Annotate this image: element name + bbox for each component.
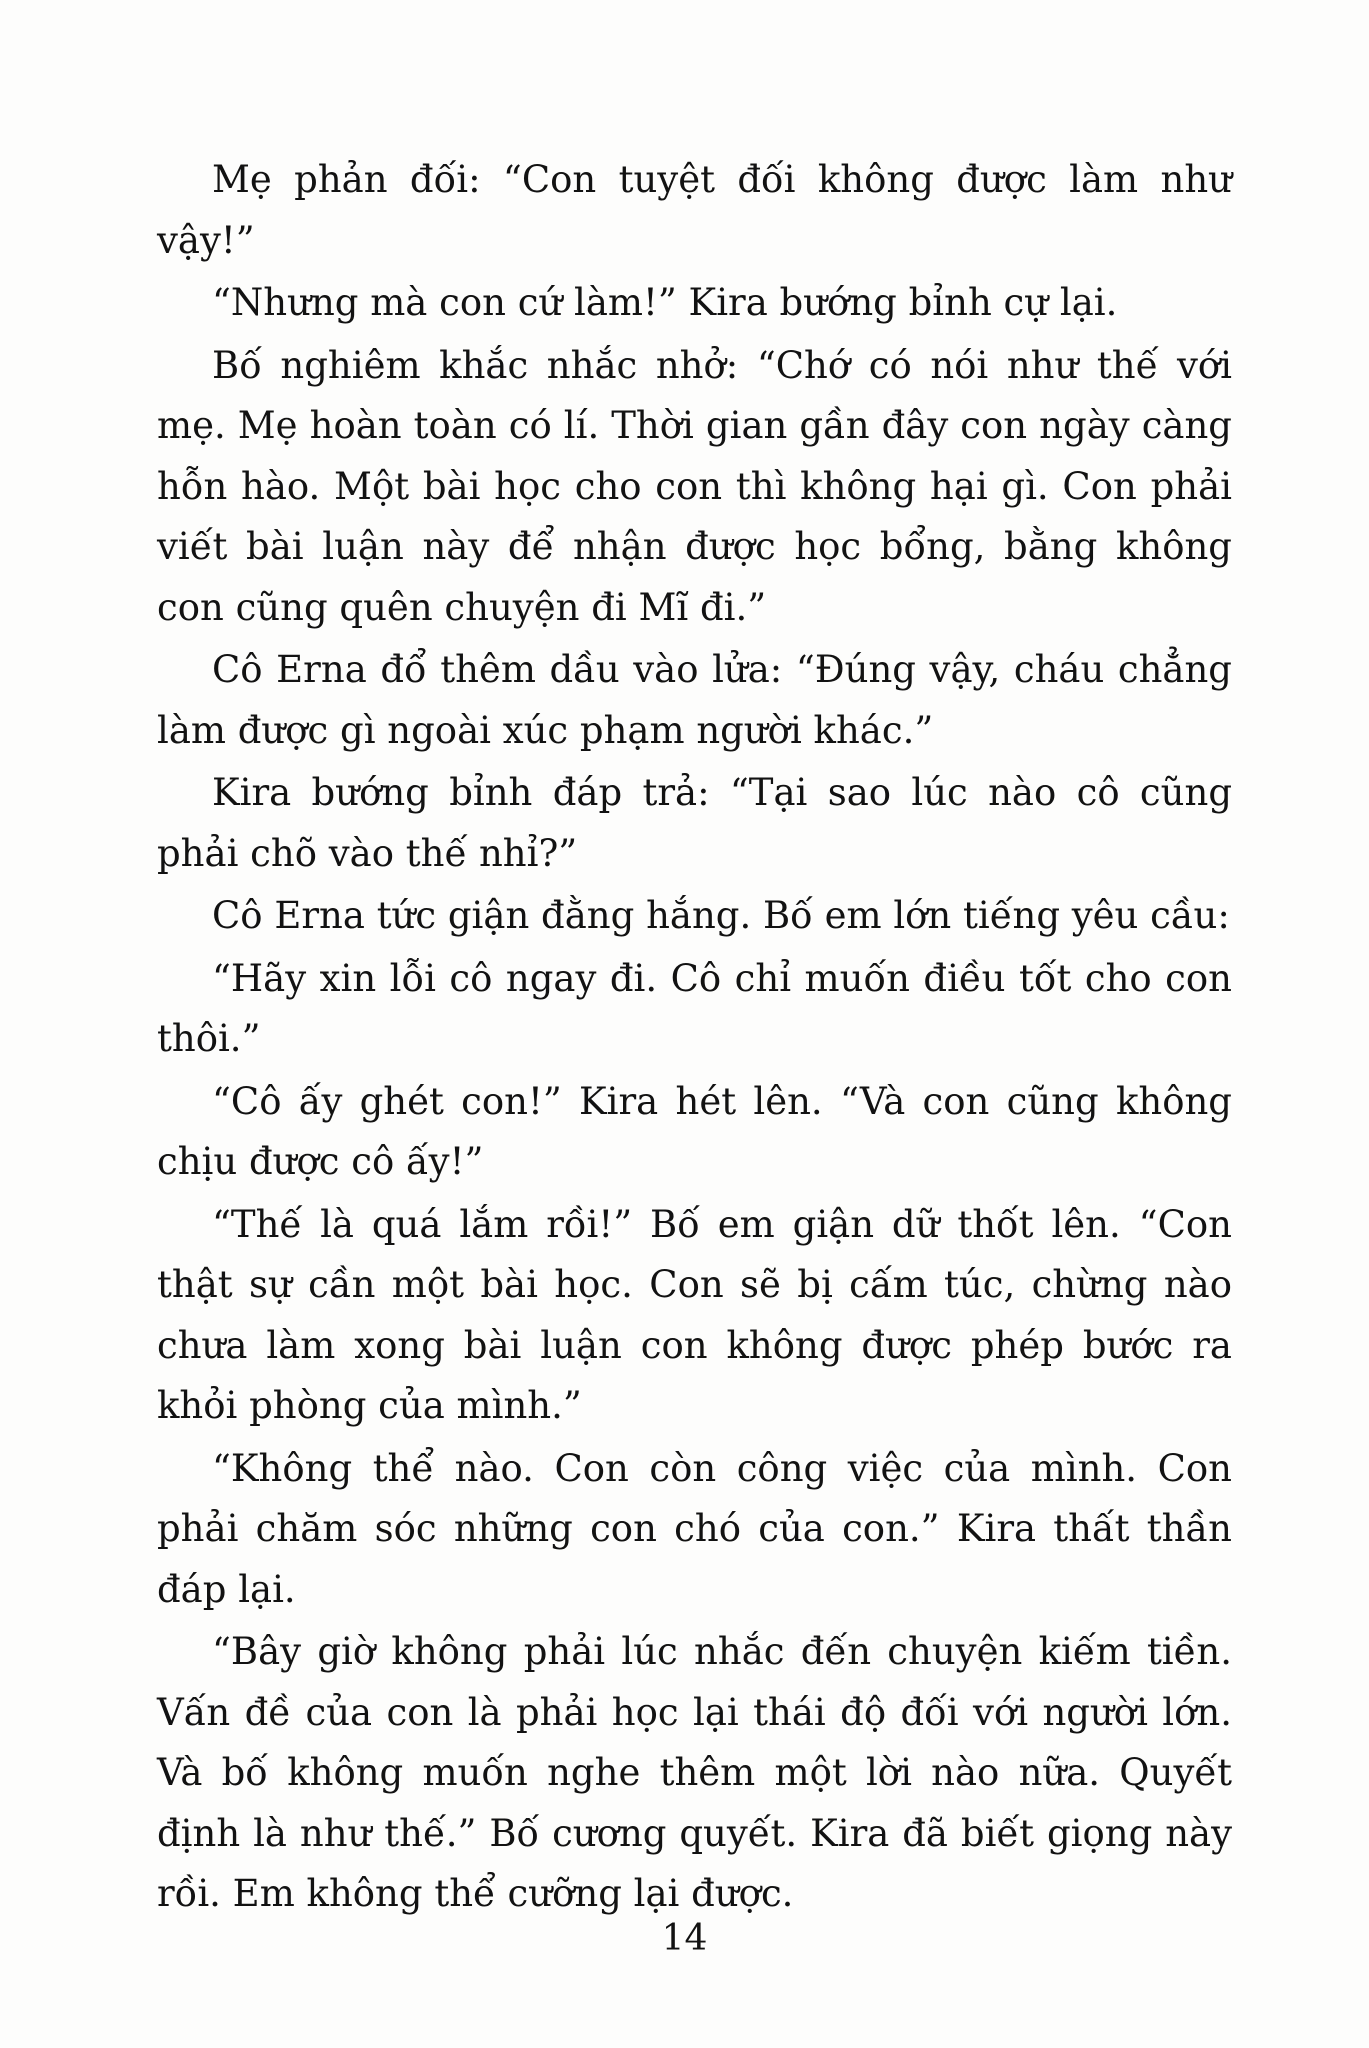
paragraph-5: Kira bướng bỉnh đáp trả: “Tại sao lúc nào cô cũng phải chõ vào thế nhỉ?” [157,771,1232,875]
paragraph-10: “Không thể nào. Con còn công việc của mình. Con phải chăm sóc những con chó của con.” Kira thất thần đáp lại. [157,1446,1232,1611]
paragraph-4: Cô Erna đổ thêm dầu vào lửa: “Đúng vậy, cháu chẳng làm được gì ngoài xúc phạm người khác.” [157,648,1232,752]
paragraph-7: “Hãy xin lỗi cô ngay đi. Cô chỉ muốn điều tốt cho con thôi.” [157,956,1232,1060]
paragraph-9: “Thế là quá lắm rồi!” Bố em giận dữ thốt lên. “Con thật sự cần một bài học. Con sẽ bị cấm túc, chừng nào chưa làm xong bài luận con không được phép bước ra khỏi phòng của mình.” [157,1202,1232,1427]
paragraph-2: “Nhưng mà con cứ làm!” Kira bướng bỉnh cự lại. [212,281,1118,324]
body-text [157,150,1232,1927]
paragraph-11: “Bây giờ không phải lúc nhắc đến chuyện kiếm tiền. Vấn đề của con là phải học lại thái độ đối với người lớn. Và bố không muốn nghe thêm một lời nào nữa. Quyết định là như thế.” Bố cương quyết. Kira đã biết giọng này rồi. Em không thể cưỡng lại được. [157,1630,1232,1915]
paragraph-3: Bố nghiêm khắc nhắc nhở: “Chớ có nói như thế với mẹ. Mẹ hoàn toàn có lí. Thời gian gần đây con ngày càng hỗn hào. Một bài học cho con thì không hại gì. Con phải viết bài luận này để nhận được học bổng, bằng không con cũng quên chuyện đi Mĩ đi.” [157,343,1232,629]
page-number: 14 [661,1918,708,1959]
paragraph-6: Cô Erna tức giận đằng hắng. Bố em lớn tiếng yêu cầu: [212,894,1230,937]
paragraph-1: Mẹ phản đối: “Con tuyệt đối không được làm như vậy!” [157,158,1232,262]
paragraph-8: “Cô ấy ghét con!” Kira hét lên. “Và con cũng không chịu được cô ấy!” [157,1079,1232,1183]
